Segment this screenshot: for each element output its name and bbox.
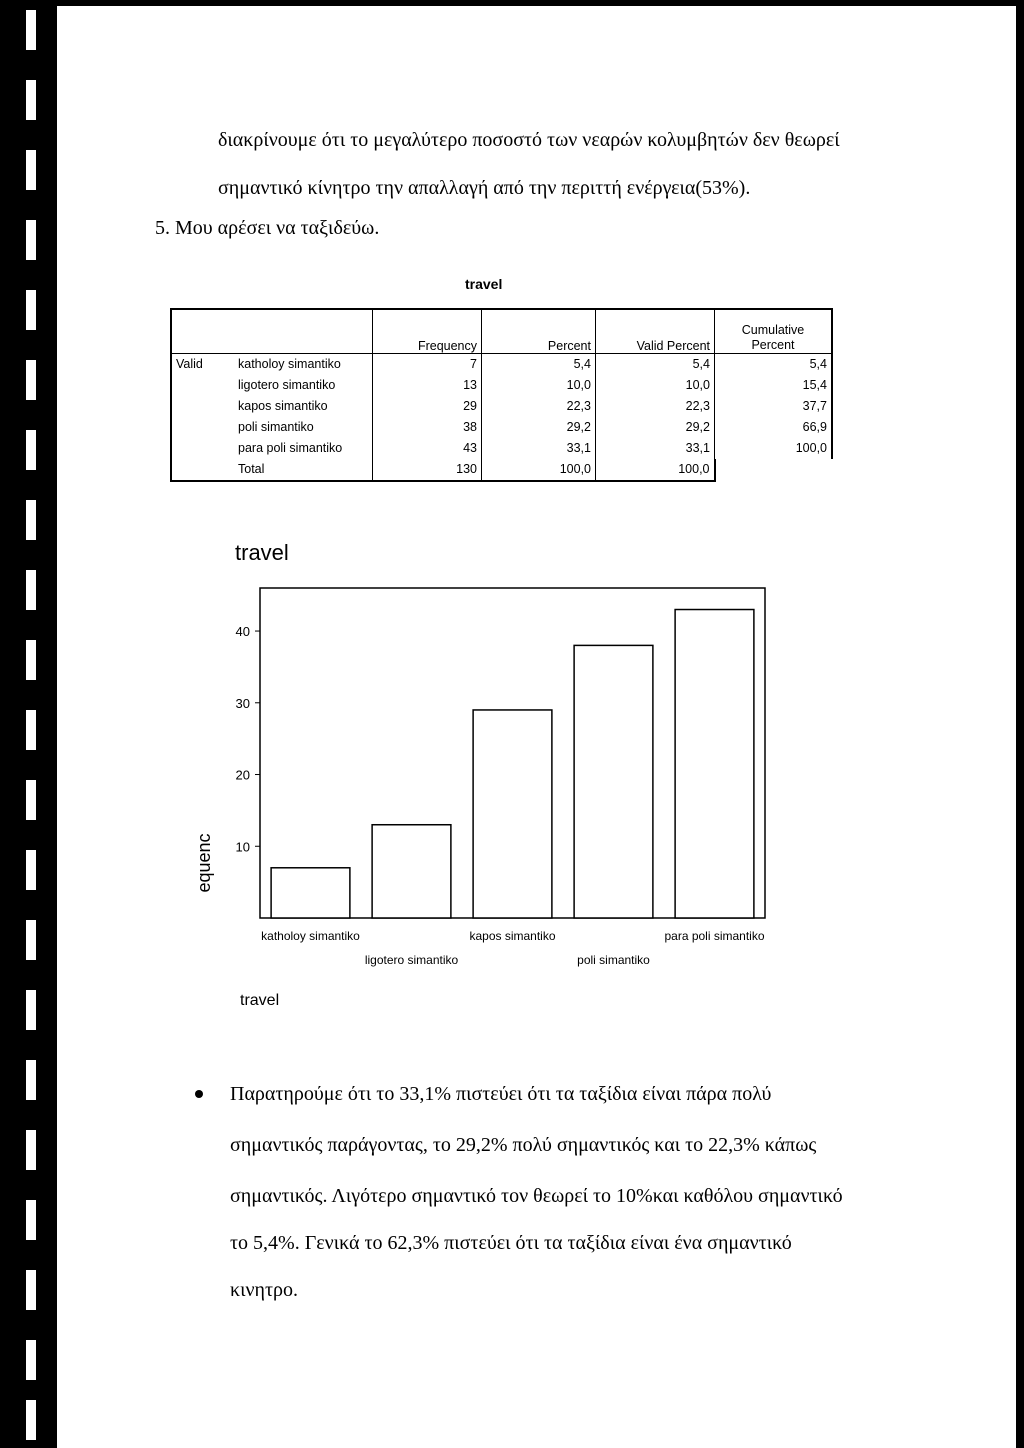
x-tick-label: kapos simantiko [469,929,556,943]
film-edge-top [0,0,1024,6]
header-frequency: Frequency [373,309,482,353]
bar-5 [675,610,754,918]
frequency-table [170,308,833,482]
intro-line-1: διακρίνουμε ότι το μεγαλύτερο ποσοστό των νεαρών κολυμβητών δεν θεωρεί [218,129,840,151]
valid-label: Valid [171,353,234,375]
chart-xlabel: travel [240,992,280,1009]
x-tick-label: poli simantiko [577,953,650,967]
conclusion-line-5: κινητρο. [230,1279,298,1301]
x-tick-label: ligotero simantiko [364,953,459,967]
y-tick-label: 30 [235,695,250,711]
conclusion-line-3: σημαντικός. Λιγότερο σημαντικό τον θεωρεί το 10%και καθόλου σημαντικό [230,1185,843,1207]
y-tick-label: 10 [235,839,250,855]
bar-chart [180,580,780,980]
conclusion-line-2: σημαντικός παράγοντας, το 29,2% πολύ σημαντικός και το 22,3% κάπως [230,1134,817,1156]
bar-3 [473,710,552,918]
film-strip-left [0,0,57,1448]
section-heading: 5. Μου αρέσει να ταξιδεύω. [155,217,380,239]
x-tick-label: katholoy simantiko [261,929,360,943]
bar-1 [271,868,350,918]
table-row: Valid katholoy simantiko 7 5,4 5,4 5,4 [171,353,832,375]
film-edge-right [1016,0,1024,1448]
x-tick-label: para poli simantiko [664,929,765,943]
bar-2 [372,825,451,918]
table-row: para poli simantiko 43 33,1 33,1 100,0 [171,438,832,459]
table-row-total: Total 130 100,0 100,0 [171,459,832,481]
conclusion-line-4: το 5,4%. Γενικά το 62,3% πιστεύει ότι τα ταξίδια είναι ένα σημαντικό [230,1232,792,1254]
chart-title: travel [235,540,289,565]
header-cumulative: Cumulative Percent [715,309,833,353]
bullet-point [195,1090,203,1098]
y-tick-label: 20 [235,767,250,783]
table-title: travel [465,276,503,292]
header-valid-percent: Valid Percent [596,309,715,353]
table-row: kapos simantiko 29 22,3 22,3 37,7 [171,396,832,417]
intro-line-2: σημαντικό κίνητρο την απαλλαγή από την περιττή ενέργεια(53%). [218,177,751,199]
table-row: ligotero simantiko 13 10,0 10,0 15,4 [171,375,832,396]
y-axis-label: equenc [194,833,214,893]
conclusion-line-1: Παρατηρούμε ότι το 33,1% πιστεύει ότι τα ταξίδια είναι πάρα πολύ [230,1083,772,1105]
bar-4 [574,645,653,918]
y-tick-label: 40 [235,624,250,640]
table-row: poli simantiko 38 29,2 29,2 66,9 [171,417,832,438]
header-percent: Percent [482,309,596,353]
